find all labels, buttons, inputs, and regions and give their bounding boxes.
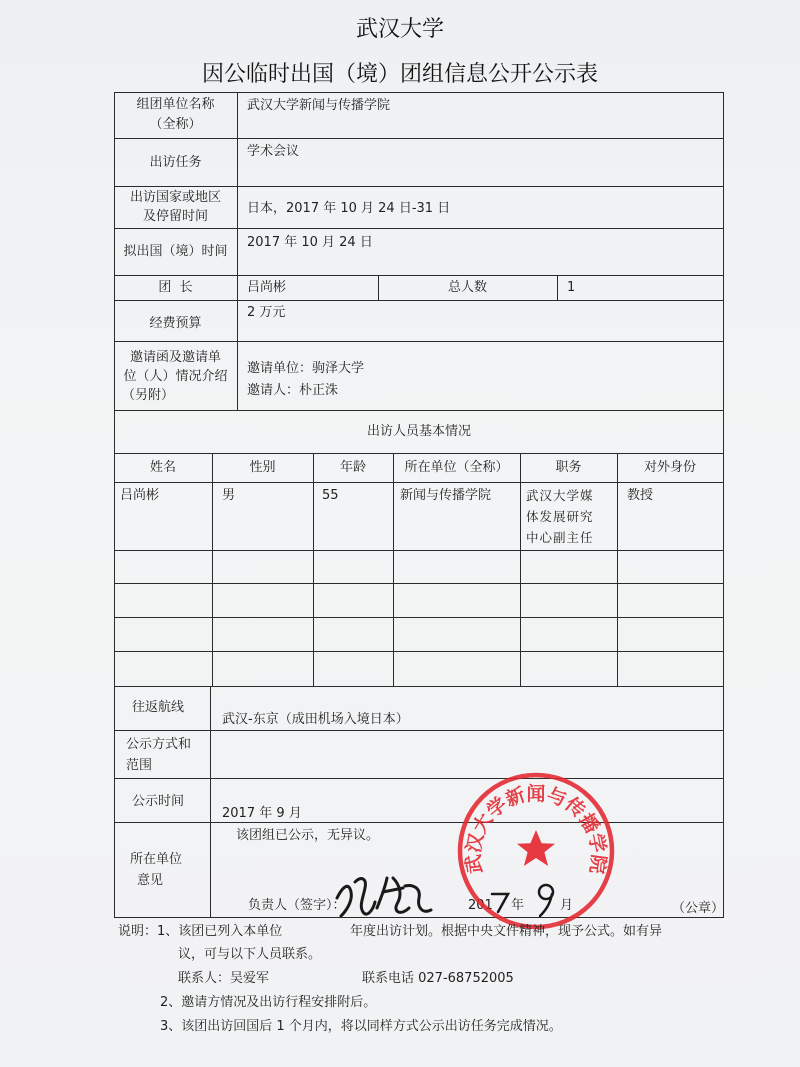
publicity-time-label: 公示时间: [132, 794, 185, 809]
table-rule: [114, 453, 724, 454]
table-rule: [617, 453, 618, 686]
member-age: 55: [322, 488, 339, 503]
opinion-label-2: 意见: [137, 873, 164, 888]
note-line-1: 说明：1、该团已列入本单位: [118, 924, 283, 939]
col-header-age: 年龄: [339, 460, 366, 475]
table-rule: [114, 410, 724, 411]
table-rule: [114, 186, 724, 187]
table-rule: [114, 617, 724, 618]
member-title-line: 中心副主任: [526, 530, 594, 545]
contact-person: 联系人：吴爱军: [178, 971, 270, 986]
table-rule: [393, 453, 394, 686]
official-seal: [455, 770, 617, 932]
contact-phone: 联系电话 027-68752005: [362, 971, 514, 986]
table-rule: [313, 453, 314, 686]
member-identity: 教授: [627, 488, 654, 503]
total-label: 总人数: [447, 280, 487, 295]
table-rule: [557, 275, 558, 300]
sign-date-year-unit: 年: [511, 898, 525, 913]
table-rule: [114, 300, 724, 301]
table-rule: [114, 686, 724, 687]
form-title: 因公临时出国（境）团组信息公开公示表: [201, 62, 598, 87]
table-rule: [114, 228, 724, 229]
org-label-sub: （全称）: [149, 117, 202, 132]
table-rule: [212, 453, 213, 686]
depart-label: 拟出国（境）时间: [123, 244, 228, 259]
opinion-text: 该团组已公示，无异议。: [236, 828, 380, 843]
method-label-2: 范围: [126, 758, 153, 773]
table-rule: [520, 453, 521, 686]
col-header-name: 姓名: [149, 460, 176, 475]
table-rule: [114, 550, 724, 551]
label-column-divider: [237, 92, 238, 410]
table-rule: [114, 275, 724, 276]
member-gender: 男: [222, 488, 236, 503]
table-rule: [114, 341, 724, 342]
table-rule: [114, 651, 724, 652]
invite-person: 邀请人：朴正洙: [247, 383, 339, 398]
invite-label-2: 位（人）情况介绍: [123, 369, 228, 384]
member-title-line: 体发展研究: [526, 509, 594, 524]
invite-unit: 邀请单位：驹泽大学: [247, 361, 365, 376]
col-header-gender: 性别: [249, 460, 276, 475]
members-section-title: 出访人员基本情况: [366, 424, 471, 439]
org-label: 组团单位名称: [136, 97, 215, 112]
member-name: 吕尚彬: [120, 488, 160, 503]
responsible-sign-label: 负责人（签字）：: [248, 898, 346, 913]
note-item-3: 3、该团出访回国后 1 个月内，将以同样方式公示出访任务完成情况。: [160, 1019, 562, 1034]
task-label: 出访任务: [149, 155, 202, 170]
total-value: 1: [567, 280, 576, 295]
invite-label-3: （另附）: [122, 388, 175, 403]
budget-label: 经费预算: [149, 316, 202, 331]
note-line-2: 议，可与以下人员联系。: [178, 947, 322, 962]
handwritten-signature: [333, 868, 438, 928]
task-value: 学术会议: [247, 144, 300, 159]
publicity-time-value: 2017 年 9 月: [222, 806, 302, 821]
opinion-label-1: 所在单位: [130, 852, 183, 867]
sign-date-month-unit: 月: [560, 898, 574, 913]
table-rule: [114, 778, 724, 779]
col-header-title: 职务: [555, 460, 582, 475]
member-unit: 新闻与传播学院: [400, 488, 492, 503]
leader-value: 吕尚彬: [247, 280, 287, 295]
table-rule: [114, 482, 724, 483]
route-label: 往返航线: [132, 700, 185, 715]
country-label-1: 出访国家或地区: [129, 190, 221, 205]
seal-text: 武汉大学新闻与传播学院: [462, 782, 610, 875]
table-border-right: [723, 92, 724, 918]
org-value: 武汉大学新闻与传播学院: [247, 98, 391, 113]
label-column-divider: [210, 686, 211, 917]
table-rule: [114, 583, 724, 584]
depart-value: 2017 年 10 月 24 日: [247, 235, 373, 250]
member-title-line: 武汉大学媒: [526, 488, 594, 503]
invite-label-1: 邀请函及邀请单: [129, 350, 221, 365]
country-label-2: 及停留时间: [142, 209, 208, 224]
university-title: 武汉大学: [355, 17, 444, 42]
table-rule: [114, 730, 724, 731]
note-line-1b: 年度出访计划。根据中央文件精神，现予公式。如有异: [350, 924, 663, 939]
route-value: 武汉-东京（成田机场入境日本）: [222, 712, 409, 727]
col-header-unit: 所在单位（全称）: [404, 460, 509, 475]
col-header-identity: 对外身份: [643, 460, 696, 475]
table-rule: [114, 822, 724, 823]
official-seal-note: （公章）: [672, 901, 725, 916]
method-label-1: 公示方式和: [126, 737, 192, 752]
sign-date-year: 201: [468, 898, 493, 913]
note-item-2: 2、邀请方情况及出访行程安排附后。: [160, 995, 377, 1010]
table-border-top: [114, 92, 724, 93]
budget-value: 2 万元: [247, 305, 286, 320]
leader-label: 团 长: [158, 280, 193, 295]
country-value: 日本，2017 年 10 月 24 日-31 日: [247, 201, 451, 216]
table-rule: [114, 138, 724, 139]
